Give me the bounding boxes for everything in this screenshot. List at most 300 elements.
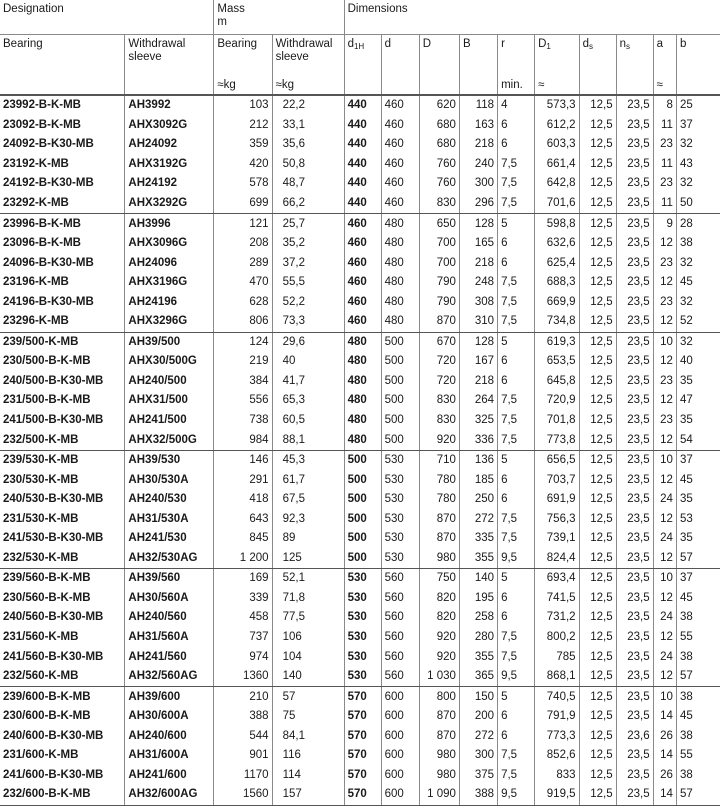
cell-bearing: 232/560-K-MB: [0, 667, 125, 687]
cell-b: 55: [676, 628, 720, 648]
cell-d1h: 530: [344, 589, 381, 609]
cell-sleeve: AH31/560A: [125, 628, 214, 648]
cell-mass-bearing: 210: [214, 687, 272, 707]
cell-outer-d: 870: [419, 509, 459, 529]
cell-bearing: 231/530-K-MB: [3, 512, 79, 525]
table-row: [0, 253, 720, 273]
cell-r: 6: [498, 234, 535, 254]
cell-r: 5: [498, 450, 535, 470]
cell-bearing: 240/530-B-K30-MB: [3, 493, 104, 506]
cell-ns: 23,5: [616, 608, 653, 628]
cell-a: 12: [653, 509, 676, 529]
cell-ns: 23,5: [616, 667, 653, 687]
cell-d1: 603,3: [535, 135, 579, 155]
cell-d: 530: [381, 450, 419, 470]
cell-d1h: 480: [344, 372, 381, 392]
cell-bearing: 24192-B-K30-MB: [3, 177, 94, 190]
cell-ns: 23,5: [616, 628, 653, 648]
cell-b: 45: [676, 470, 720, 490]
cell-mass-bearing: 420: [214, 155, 272, 175]
cell-bearing: 230/500-B-K-MB: [3, 355, 91, 368]
cell-d1h: 460: [344, 253, 381, 273]
cell-d1: 868,1: [535, 667, 579, 687]
cell-d1h: 530: [344, 569, 381, 589]
cell-bearing: 23196-K-MB: [3, 276, 69, 289]
cell-d: 500: [381, 430, 419, 450]
cell-a: 10: [653, 687, 676, 707]
cell-outer-d: 760: [419, 174, 459, 194]
cell-r: 6: [498, 727, 535, 747]
cell-a: 12: [653, 312, 676, 332]
cell-d1: 740,5: [535, 687, 579, 707]
cell-mass-sleeve: 35,6: [272, 135, 344, 155]
cell-mass-sleeve: 114: [272, 766, 344, 786]
cell-ns: 23,5: [616, 707, 653, 727]
cell-ns: 23,5: [616, 450, 653, 470]
cell-outer-d: 700: [419, 234, 459, 254]
cell-mass-bearing: 1560: [214, 785, 272, 805]
cell-d: 560: [381, 569, 419, 589]
cell-b: 45: [676, 273, 720, 293]
cell-b-width: 375: [459, 766, 497, 786]
cell-d: 560: [381, 647, 419, 667]
unit-approx-d1: ≈: [535, 77, 579, 95]
cell-mass-sleeve: 104: [272, 647, 344, 667]
cell-sleeve: AHX3292G: [125, 194, 214, 214]
cell-d1: 773,8: [535, 430, 579, 450]
table-row: [0, 95, 720, 116]
cell-d: 530: [381, 549, 419, 569]
cell-mass-sleeve: 45,3: [272, 450, 344, 470]
cell-r: 5: [498, 687, 535, 707]
cell-d1: 656,5: [535, 450, 579, 470]
cell-b-width: 165: [459, 234, 497, 254]
table-row: [0, 549, 720, 569]
cell-outer-d: 680: [419, 135, 459, 155]
cell-sleeve: AH39/530: [125, 450, 214, 470]
cell-bearing: 231/560-K-MB: [3, 631, 79, 644]
cell-mass-sleeve: 84,1: [272, 727, 344, 747]
cell-a: 11: [653, 194, 676, 214]
cell-b-width: 300: [459, 174, 497, 194]
cell-a: 12: [653, 628, 676, 648]
cell-d1h: 570: [344, 727, 381, 747]
cell-d1: 632,6: [535, 234, 579, 254]
cell-sleeve: AH24196: [125, 292, 214, 312]
cell-outer-d: 780: [419, 490, 459, 510]
cell-mass-bearing: 103: [214, 95, 272, 116]
cell-d1h: 500: [344, 509, 381, 529]
cell-a: 10: [653, 569, 676, 589]
cell-ns: 23,5: [616, 785, 653, 805]
cell-ns: 23,5: [616, 766, 653, 786]
table-row: [0, 470, 720, 490]
table-row: [0, 292, 720, 312]
cell-b-width: 308: [459, 292, 497, 312]
cell-sleeve: AH39/560: [125, 569, 214, 589]
cell-mass-sleeve: 29,6: [272, 332, 344, 352]
cell-b: 32: [676, 292, 720, 312]
cell-sleeve: AH24192: [125, 174, 214, 194]
table-row: [0, 647, 720, 667]
cell-mass-bearing: 470: [214, 273, 272, 293]
cell-mass-bearing: 1360: [214, 667, 272, 687]
cell-ds: 12,5: [579, 234, 616, 254]
cell-r: 7,5: [498, 628, 535, 648]
cell-ds: 12,5: [579, 569, 616, 589]
cell-d1: 669,9: [535, 292, 579, 312]
cell-r: 7,5: [498, 529, 535, 549]
cell-d1h: 480: [344, 391, 381, 411]
cell-b: 35: [676, 490, 720, 510]
cell-sleeve: AH24096: [125, 253, 214, 273]
table-body: [0, 95, 720, 805]
cell-d: 460: [381, 95, 419, 116]
cell-ds: 12,5: [579, 174, 616, 194]
cell-ns: 23,5: [616, 372, 653, 392]
cell-sleeve: AHX30/500G: [125, 352, 214, 372]
cell-ds: 12,5: [579, 785, 616, 805]
cell-bearing: 23292-K-MB: [0, 194, 125, 214]
cell-d1h: 440: [344, 116, 381, 136]
cell-ds: 12,5: [579, 411, 616, 431]
cell-r: 6: [498, 490, 535, 510]
cell-mass-sleeve: 77,5: [272, 608, 344, 628]
cell-mass-bearing: 208: [214, 234, 272, 254]
cell-b: 32: [676, 332, 720, 352]
cell-b: 38: [676, 647, 720, 667]
cell-mass-bearing: 289: [214, 253, 272, 273]
table-row: [0, 332, 720, 352]
cell-outer-d: 760: [419, 155, 459, 175]
d-header: d: [381, 35, 419, 78]
cell-r: 6: [498, 470, 535, 490]
cell-d1: 661,4: [535, 155, 579, 175]
table-row: [0, 608, 720, 628]
cell-b-width: 128: [459, 214, 497, 234]
cell-a: 12: [653, 470, 676, 490]
cell-d: 480: [381, 234, 419, 254]
cell-ns: 23,5: [616, 549, 653, 569]
cell-mass-sleeve: 125: [272, 549, 344, 569]
table-row: [0, 687, 720, 707]
cell-r: 7,5: [498, 292, 535, 312]
cell-a: 23: [653, 253, 676, 273]
cell-sleeve: AHX3092G: [125, 116, 214, 136]
cell-bearing: 232/600-B-K-MB: [0, 785, 125, 805]
table-row: [0, 273, 720, 293]
cell-sleeve: AHX3296G: [125, 312, 214, 332]
cell-d1h: 460: [344, 292, 381, 312]
cell-bearing: 230/600-B-K-MB: [3, 710, 91, 723]
cell-a: 10: [653, 332, 676, 352]
cell-bearing: 240/600-B-K30-MB: [3, 729, 104, 742]
cell-b: 38: [676, 727, 720, 747]
cell-b: 28: [676, 214, 720, 234]
cell-b-width: 280: [459, 628, 497, 648]
cell-b-width: 140: [459, 569, 497, 589]
cell-mass-bearing: 544: [214, 727, 272, 747]
cell-mass-bearing: 1 200: [214, 549, 272, 569]
cell-ds: 12,5: [579, 352, 616, 372]
cell-ns: 23,5: [616, 116, 653, 136]
cell-d1: 773,3: [535, 727, 579, 747]
cell-d1: 625,4: [535, 253, 579, 273]
cell-a: 12: [653, 352, 676, 372]
cell-outer-d: 680: [419, 116, 459, 136]
cell-mass-sleeve: 50,8: [272, 155, 344, 175]
cell-d1: 693,4: [535, 569, 579, 589]
cell-b: 37: [676, 450, 720, 470]
cell-b-width: 388: [459, 785, 497, 805]
cell-outer-d: 920: [419, 647, 459, 667]
cell-a: 14: [653, 785, 676, 805]
cell-d1h: 530: [344, 667, 381, 687]
cell-ns: 23,5: [616, 746, 653, 766]
cell-ds: 12,5: [579, 647, 616, 667]
cell-bearing: 23092-B-K-MB: [3, 118, 81, 131]
cell-r: 5: [498, 332, 535, 352]
cell-r: 4: [498, 95, 535, 116]
cell-r: 7,5: [498, 430, 535, 450]
cell-sleeve: AH32/600AG: [125, 785, 214, 805]
cell-mass-sleeve: 52,1: [272, 569, 344, 589]
cell-sleeve: AH30/560A: [125, 589, 214, 609]
cell-b-width: 218: [459, 253, 497, 273]
cell-a: 23: [653, 135, 676, 155]
cell-r: 7,5: [498, 391, 535, 411]
cell-ns: 23,5: [616, 174, 653, 194]
cell-outer-d: 820: [419, 589, 459, 609]
cell-ds: 12,5: [579, 746, 616, 766]
cell-bearing: 231/600-K-MB: [3, 749, 79, 762]
cell-b: 38: [676, 608, 720, 628]
cell-b-width: 355: [459, 549, 497, 569]
cell-b: 45: [676, 589, 720, 609]
cell-b-width: 167: [459, 352, 497, 372]
cell-ds: 12,5: [579, 589, 616, 609]
cell-r: 6: [498, 116, 535, 136]
cell-sleeve: AH24092: [125, 135, 214, 155]
cell-d1: 800,2: [535, 628, 579, 648]
unit-kg-sleeve: ≈kg: [272, 77, 344, 95]
cell-bearing: 240/560-B-K30-MB: [3, 611, 104, 624]
cell-mass-sleeve: 92,3: [272, 509, 344, 529]
r-header: r: [498, 35, 535, 78]
cell-sleeve: AH30/530A: [125, 470, 214, 490]
cell-b-width: 118: [459, 95, 497, 116]
cell-a: 10: [653, 450, 676, 470]
cell-b: 45: [676, 707, 720, 727]
cell-r: 7,5: [498, 155, 535, 175]
cell-d: 460: [381, 155, 419, 175]
unit-approx-a: ≈: [653, 77, 676, 95]
cell-mass-sleeve: 73,3: [272, 312, 344, 332]
cell-outer-d: 780: [419, 470, 459, 490]
cell-bearing: 24196-B-K30-MB: [3, 295, 94, 308]
cell-bearing: 230/560-B-K-MB: [3, 591, 91, 604]
cell-r: 7,5: [498, 411, 535, 431]
cell-b: 35: [676, 411, 720, 431]
cell-d1h: 440: [344, 95, 381, 116]
a-header: a: [653, 35, 676, 78]
cell-r: 9,5: [498, 667, 535, 687]
cell-mass-sleeve: 71,8: [272, 589, 344, 609]
cell-mass-bearing: 146: [214, 450, 272, 470]
ns-header: $n_s$: [616, 35, 653, 78]
cell-mass-bearing: 384: [214, 372, 272, 392]
cell-ds: 12,5: [579, 707, 616, 727]
cell-r: 5: [498, 214, 535, 234]
cell-sleeve: AH30/600A: [125, 707, 214, 727]
cell-ds: 12,5: [579, 430, 616, 450]
cell-b-width: 195: [459, 589, 497, 609]
table-row: [0, 766, 720, 786]
cell-mass-bearing: 458: [214, 608, 272, 628]
cell-outer-d: 710: [419, 450, 459, 470]
table-row: [0, 214, 720, 234]
cell-d: 600: [381, 687, 419, 707]
cell-ds: 12,5: [579, 727, 616, 747]
cell-b: 32: [676, 253, 720, 273]
cell-d1h: 530: [344, 608, 381, 628]
table-row: [0, 707, 720, 727]
table-row: [0, 667, 720, 687]
cell-mass-sleeve: 66,2: [272, 194, 344, 214]
cell-mass-sleeve: 61,7: [272, 470, 344, 490]
cell-d: 500: [381, 372, 419, 392]
cell-d1: 701,8: [535, 411, 579, 431]
cell-d: 500: [381, 352, 419, 372]
cell-a: 26: [653, 727, 676, 747]
cell-ns: 23,5: [616, 214, 653, 234]
cell-d: 480: [381, 312, 419, 332]
table-row: [0, 509, 720, 529]
cell-outer-d: 920: [419, 430, 459, 450]
cell-d: 530: [381, 529, 419, 549]
cell-r: 6: [498, 253, 535, 273]
cell-d1: 741,5: [535, 589, 579, 609]
cell-ds: 12,5: [579, 312, 616, 332]
cell-b-width: 300: [459, 746, 497, 766]
cell-sleeve: AH240/600: [125, 727, 214, 747]
cell-b: 35: [676, 529, 720, 549]
table-row: [0, 628, 720, 648]
cell-d1: 833: [535, 766, 579, 786]
cell-mass-sleeve: 88,1: [272, 430, 344, 450]
cell-d: 530: [381, 490, 419, 510]
cell-a: 26: [653, 766, 676, 786]
cell-b: 32: [676, 174, 720, 194]
cell-a: 12: [653, 549, 676, 569]
cell-sleeve: AH241/600: [125, 766, 214, 786]
cell-sleeve: AH240/560: [125, 608, 214, 628]
cell-d: 480: [381, 292, 419, 312]
b-width-header: B: [459, 35, 497, 78]
cell-a: 23: [653, 411, 676, 431]
cell-ds: 12,5: [579, 253, 616, 273]
cell-mass-sleeve: 48,7: [272, 174, 344, 194]
cell-sleeve: AHX32/500G: [125, 430, 214, 450]
cell-b-width: 258: [459, 608, 497, 628]
cell-d1h: 480: [344, 352, 381, 372]
table-row: [0, 155, 720, 175]
cell-mass-sleeve: 106: [272, 628, 344, 648]
table-row: [0, 785, 720, 805]
cell-outer-d: 870: [419, 707, 459, 727]
cell-ds: 12,5: [579, 687, 616, 707]
cell-ns: 23,6: [616, 727, 653, 747]
cell-d1h: 460: [344, 234, 381, 254]
ds-header: $d_s$: [579, 35, 616, 78]
cell-ds: 12,5: [579, 549, 616, 569]
cell-d: 460: [381, 194, 419, 214]
table-row: [0, 411, 720, 431]
cell-mass-bearing: 291: [214, 470, 272, 490]
cell-ds: 12,5: [579, 95, 616, 116]
cell-mass-sleeve: 33,1: [272, 116, 344, 136]
cell-outer-d: 920: [419, 628, 459, 648]
cell-outer-d: 870: [419, 727, 459, 747]
cell-mass-sleeve: 67,5: [272, 490, 344, 510]
cell-ds: 12,5: [579, 450, 616, 470]
cell-a: 12: [653, 667, 676, 687]
cell-d1: 573,3: [535, 95, 579, 116]
cell-d1: 739,1: [535, 529, 579, 549]
cell-d1: 642,8: [535, 174, 579, 194]
cell-b: 47: [676, 391, 720, 411]
cell-d1h: 460: [344, 312, 381, 332]
cell-mass-bearing: 388: [214, 707, 272, 727]
designation-header: Designation: [0, 0, 214, 35]
cell-d1: 791,9: [535, 707, 579, 727]
cell-r: 6: [498, 372, 535, 392]
cell-outer-d: 870: [419, 529, 459, 549]
cell-mass-bearing: 1170: [214, 766, 272, 786]
cell-ns: 23,5: [616, 470, 653, 490]
cell-sleeve: AHX3096G: [125, 234, 214, 254]
cell-ns: 23,5: [616, 529, 653, 549]
cell-mass-sleeve: 52,2: [272, 292, 344, 312]
cell-b: 37: [676, 569, 720, 589]
withdrawal-sleeve-header: Withdrawal sleeve: [125, 35, 214, 78]
cell-sleeve: AH39/600: [125, 687, 214, 707]
unit-kg-bearing: ≈kg: [214, 77, 272, 95]
cell-b-width: 248: [459, 273, 497, 293]
cell-a: 12: [653, 430, 676, 450]
cell-a: 12: [653, 391, 676, 411]
dimensions-header: Dimensions: [344, 0, 720, 35]
cell-ns: 23,5: [616, 135, 653, 155]
cell-bearing: 231/500-B-K-MB: [3, 394, 91, 407]
cell-ns: 23,5: [616, 194, 653, 214]
cell-d: 460: [381, 116, 419, 136]
cell-r: 7,5: [498, 312, 535, 332]
cell-b-width: 128: [459, 332, 497, 352]
cell-sleeve: AHX31/500: [125, 391, 214, 411]
cell-b-width: 200: [459, 707, 497, 727]
cell-d: 500: [381, 411, 419, 431]
cell-r: 7,5: [498, 194, 535, 214]
cell-sleeve: AH39/500: [125, 332, 214, 352]
cell-bearing: 232/500-K-MB: [0, 430, 125, 450]
cell-r: 5: [498, 569, 535, 589]
cell-a: 24: [653, 490, 676, 510]
table-row: [0, 234, 720, 254]
cell-mass-sleeve: 41,7: [272, 372, 344, 392]
cell-sleeve: AH241/530: [125, 529, 214, 549]
cell-b-width: 355: [459, 647, 497, 667]
